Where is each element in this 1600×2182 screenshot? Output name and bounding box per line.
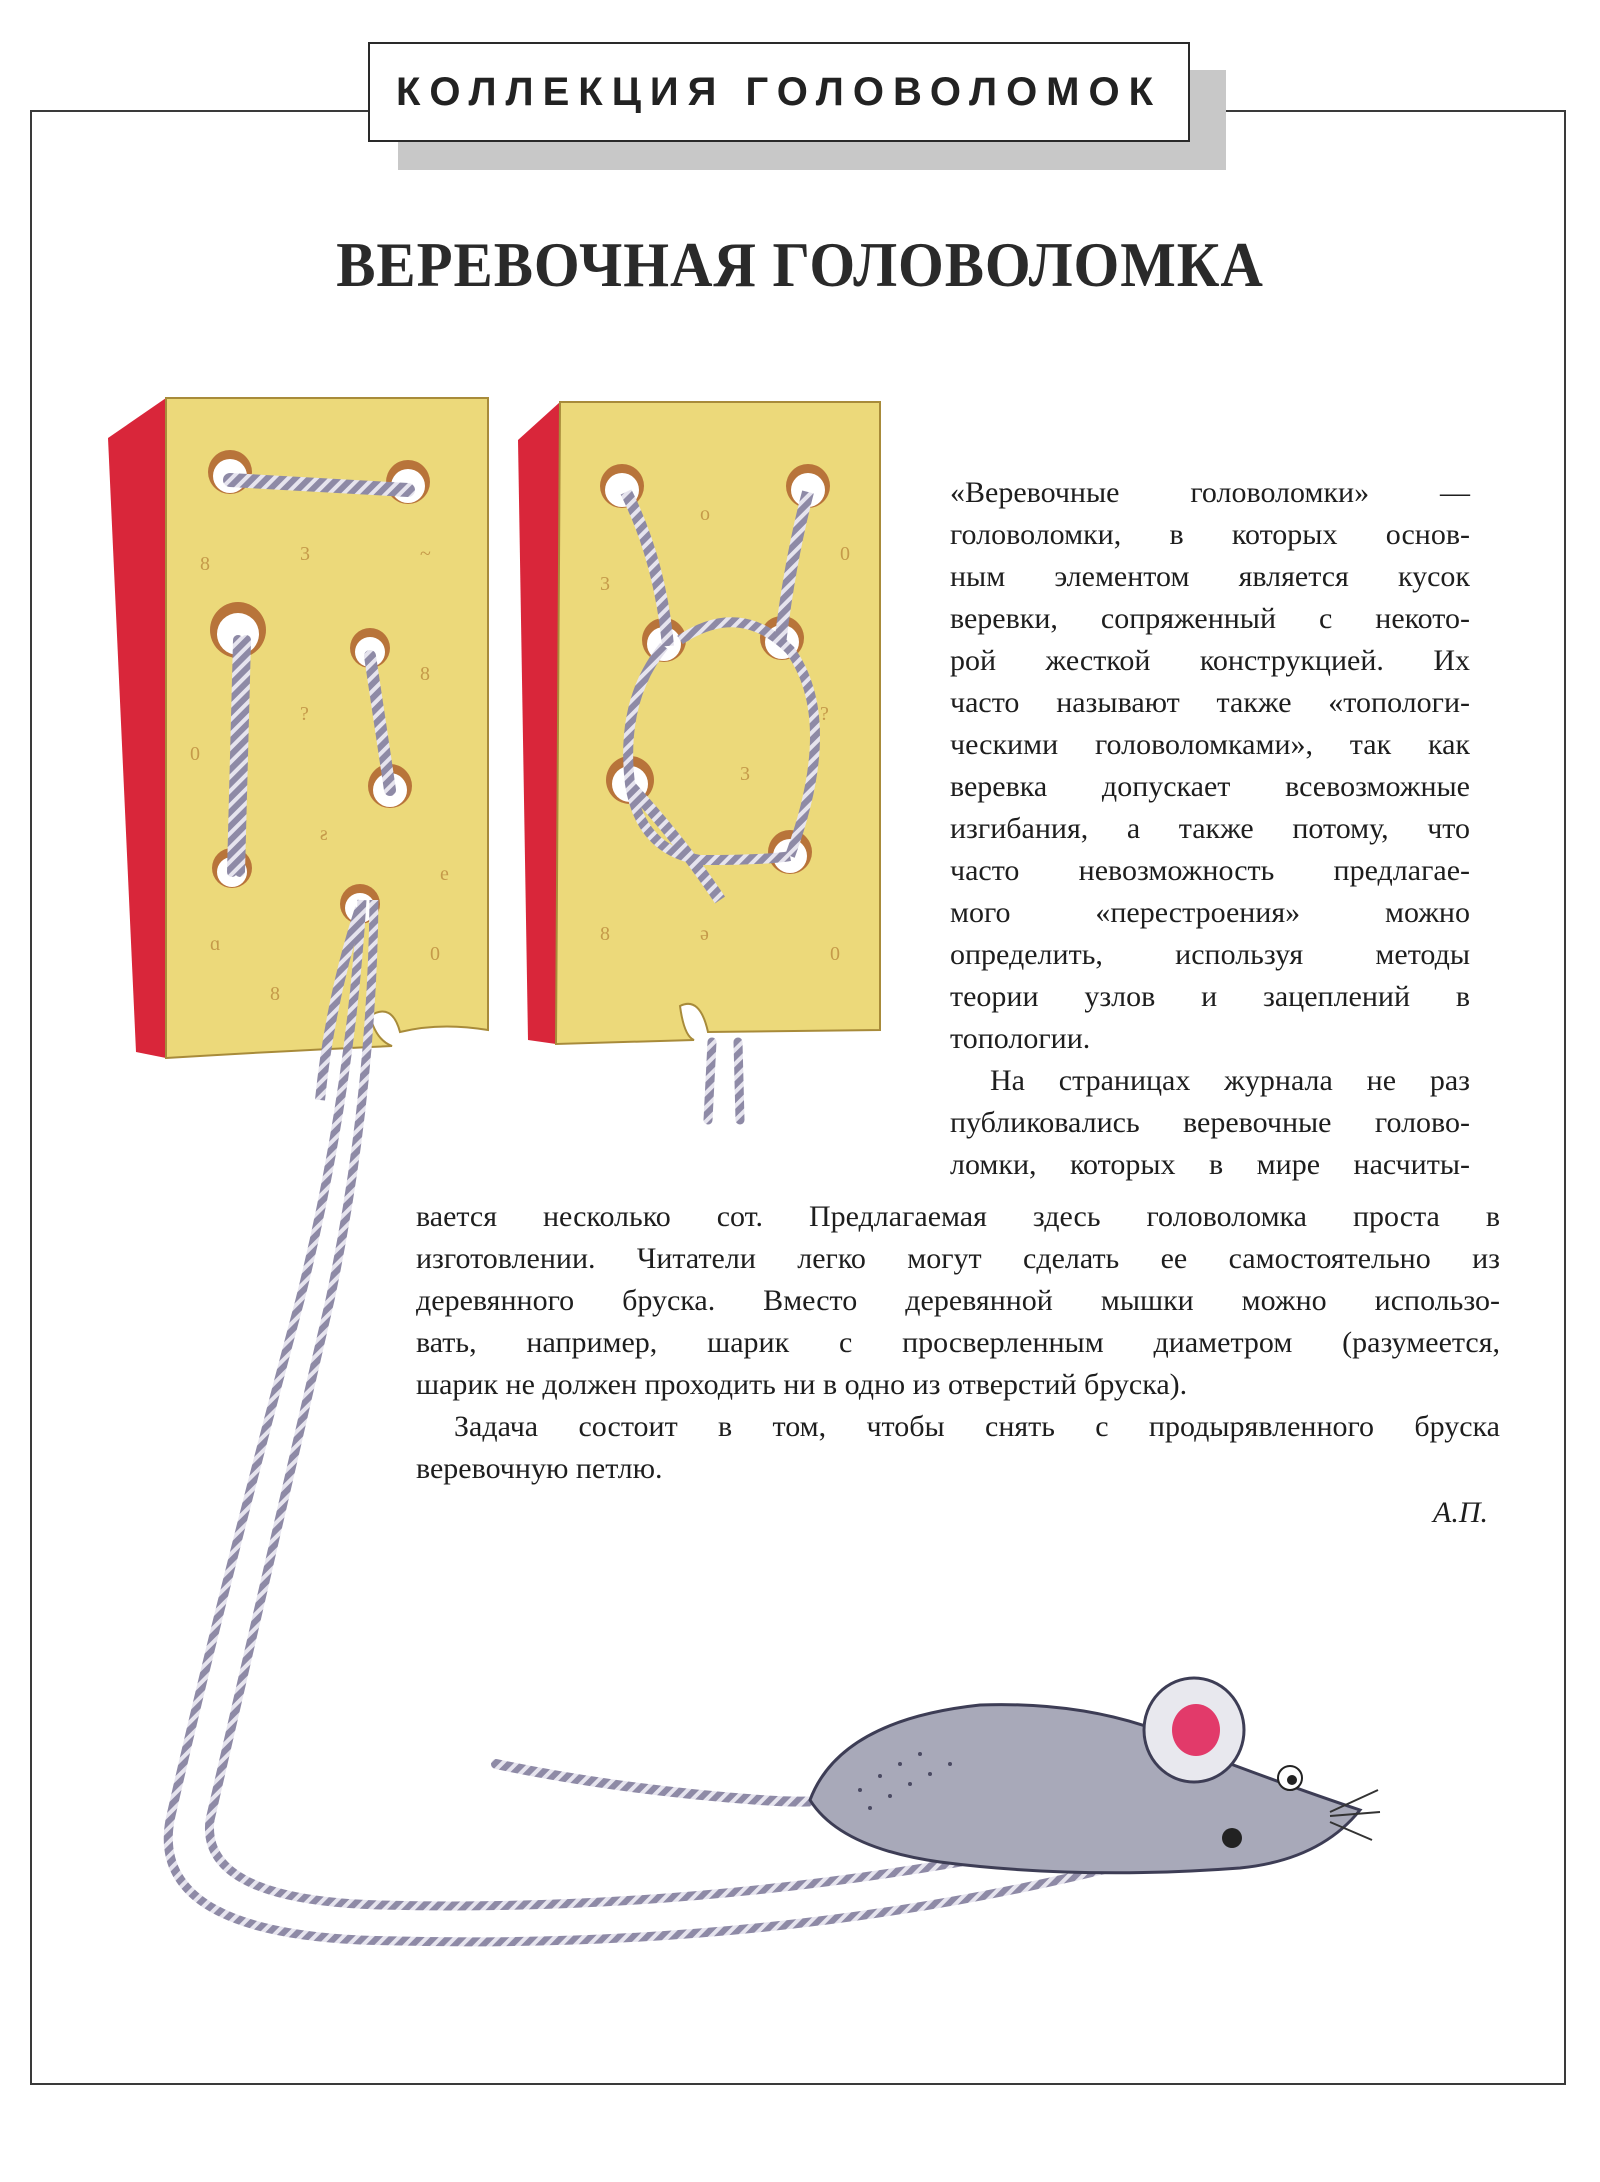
text-line: изгибания, а также потому, что <box>950 812 1470 845</box>
text-line: вать, например, шарик с просверленным диаметром (разумеется, <box>416 1326 1500 1359</box>
text-line: головоломки, в которых основ- <box>950 518 1470 551</box>
text-line: теории узлов и зацеплений в <box>950 980 1470 1013</box>
text-line: определить, используя методы <box>950 938 1470 971</box>
svg-text:3: 3 <box>740 763 750 785</box>
svg-text:8: 8 <box>420 663 430 685</box>
text-line: публиковались веревочные голово- <box>950 1106 1470 1139</box>
text-line: веревки, сопряженный с некото- <box>950 602 1470 635</box>
svg-text:?: ? <box>820 703 829 725</box>
author-signature: А.П. <box>1433 1496 1488 1529</box>
text-line: часто называют также «топологи- <box>950 686 1470 719</box>
svg-text:ɑ: ɑ <box>210 933 221 955</box>
svg-text:0: 0 <box>840 543 850 565</box>
section-title: КОЛЛЕКЦИЯ ГОЛОВОЛОМОК <box>395 69 1163 114</box>
svg-text:e: e <box>440 863 449 885</box>
text-line: часто невозможность предлагае- <box>950 854 1470 887</box>
text-line: «Веревочные головоломки» — <box>950 476 1470 509</box>
svg-text:~: ~ <box>420 543 431 565</box>
text-line: веревочную петлю. <box>416 1452 663 1485</box>
text-line: изготовлении. Читатели легко могут сделать ее самостоятельно из <box>416 1242 1500 1275</box>
svg-text:?: ? <box>300 703 309 725</box>
svg-text:3: 3 <box>600 573 610 595</box>
article-column-text <box>950 472 1470 1186</box>
cheese-block-icon <box>108 398 488 1100</box>
svg-text:o: o <box>700 503 710 525</box>
svg-text:8: 8 <box>200 553 210 575</box>
text-line: веревка допускает всевозможные <box>950 770 1470 803</box>
cheese-block-icon <box>518 402 880 1120</box>
text-line: ным элементом является кусок <box>950 560 1470 593</box>
text-line: ческими головоломками», так как <box>950 728 1470 761</box>
text-line: вается несколько сот. Предлагаемая здесь головоломка проста в <box>416 1200 1500 1233</box>
text-line: топологии. <box>950 1022 1091 1055</box>
svg-text:0: 0 <box>190 743 200 765</box>
svg-text:8: 8 <box>600 923 610 945</box>
svg-text:ƨ: ƨ <box>320 823 328 845</box>
svg-text:ə: ə <box>700 923 709 945</box>
text-line: На страницах журнала не раз <box>990 1064 1470 1097</box>
svg-text:3: 3 <box>300 543 310 565</box>
article-wide-text <box>416 1196 1500 1490</box>
text-line: мого «перестроения» можно <box>950 896 1470 929</box>
article-title: ВЕРЕВОЧНАЯ ГОЛОВОЛОМКА <box>336 229 1264 300</box>
text-line: рой жесткой конструкцией. Их <box>950 644 1470 677</box>
text-line: шарик не должен проходить ни в одно из отверстий бруска). <box>416 1368 1188 1401</box>
svg-text:0: 0 <box>830 943 840 965</box>
text-line: деревянного бруска. Вместо деревянной мышки можно использо- <box>416 1284 1500 1317</box>
text-line: ломки, которых в мире насчиты- <box>950 1148 1470 1181</box>
svg-text:8: 8 <box>270 983 280 1005</box>
text-line: Задача состоит в том, чтобы снять с продырявленного бруска <box>454 1410 1500 1443</box>
svg-text:0: 0 <box>430 943 440 965</box>
mouse-icon <box>810 1678 1380 1873</box>
